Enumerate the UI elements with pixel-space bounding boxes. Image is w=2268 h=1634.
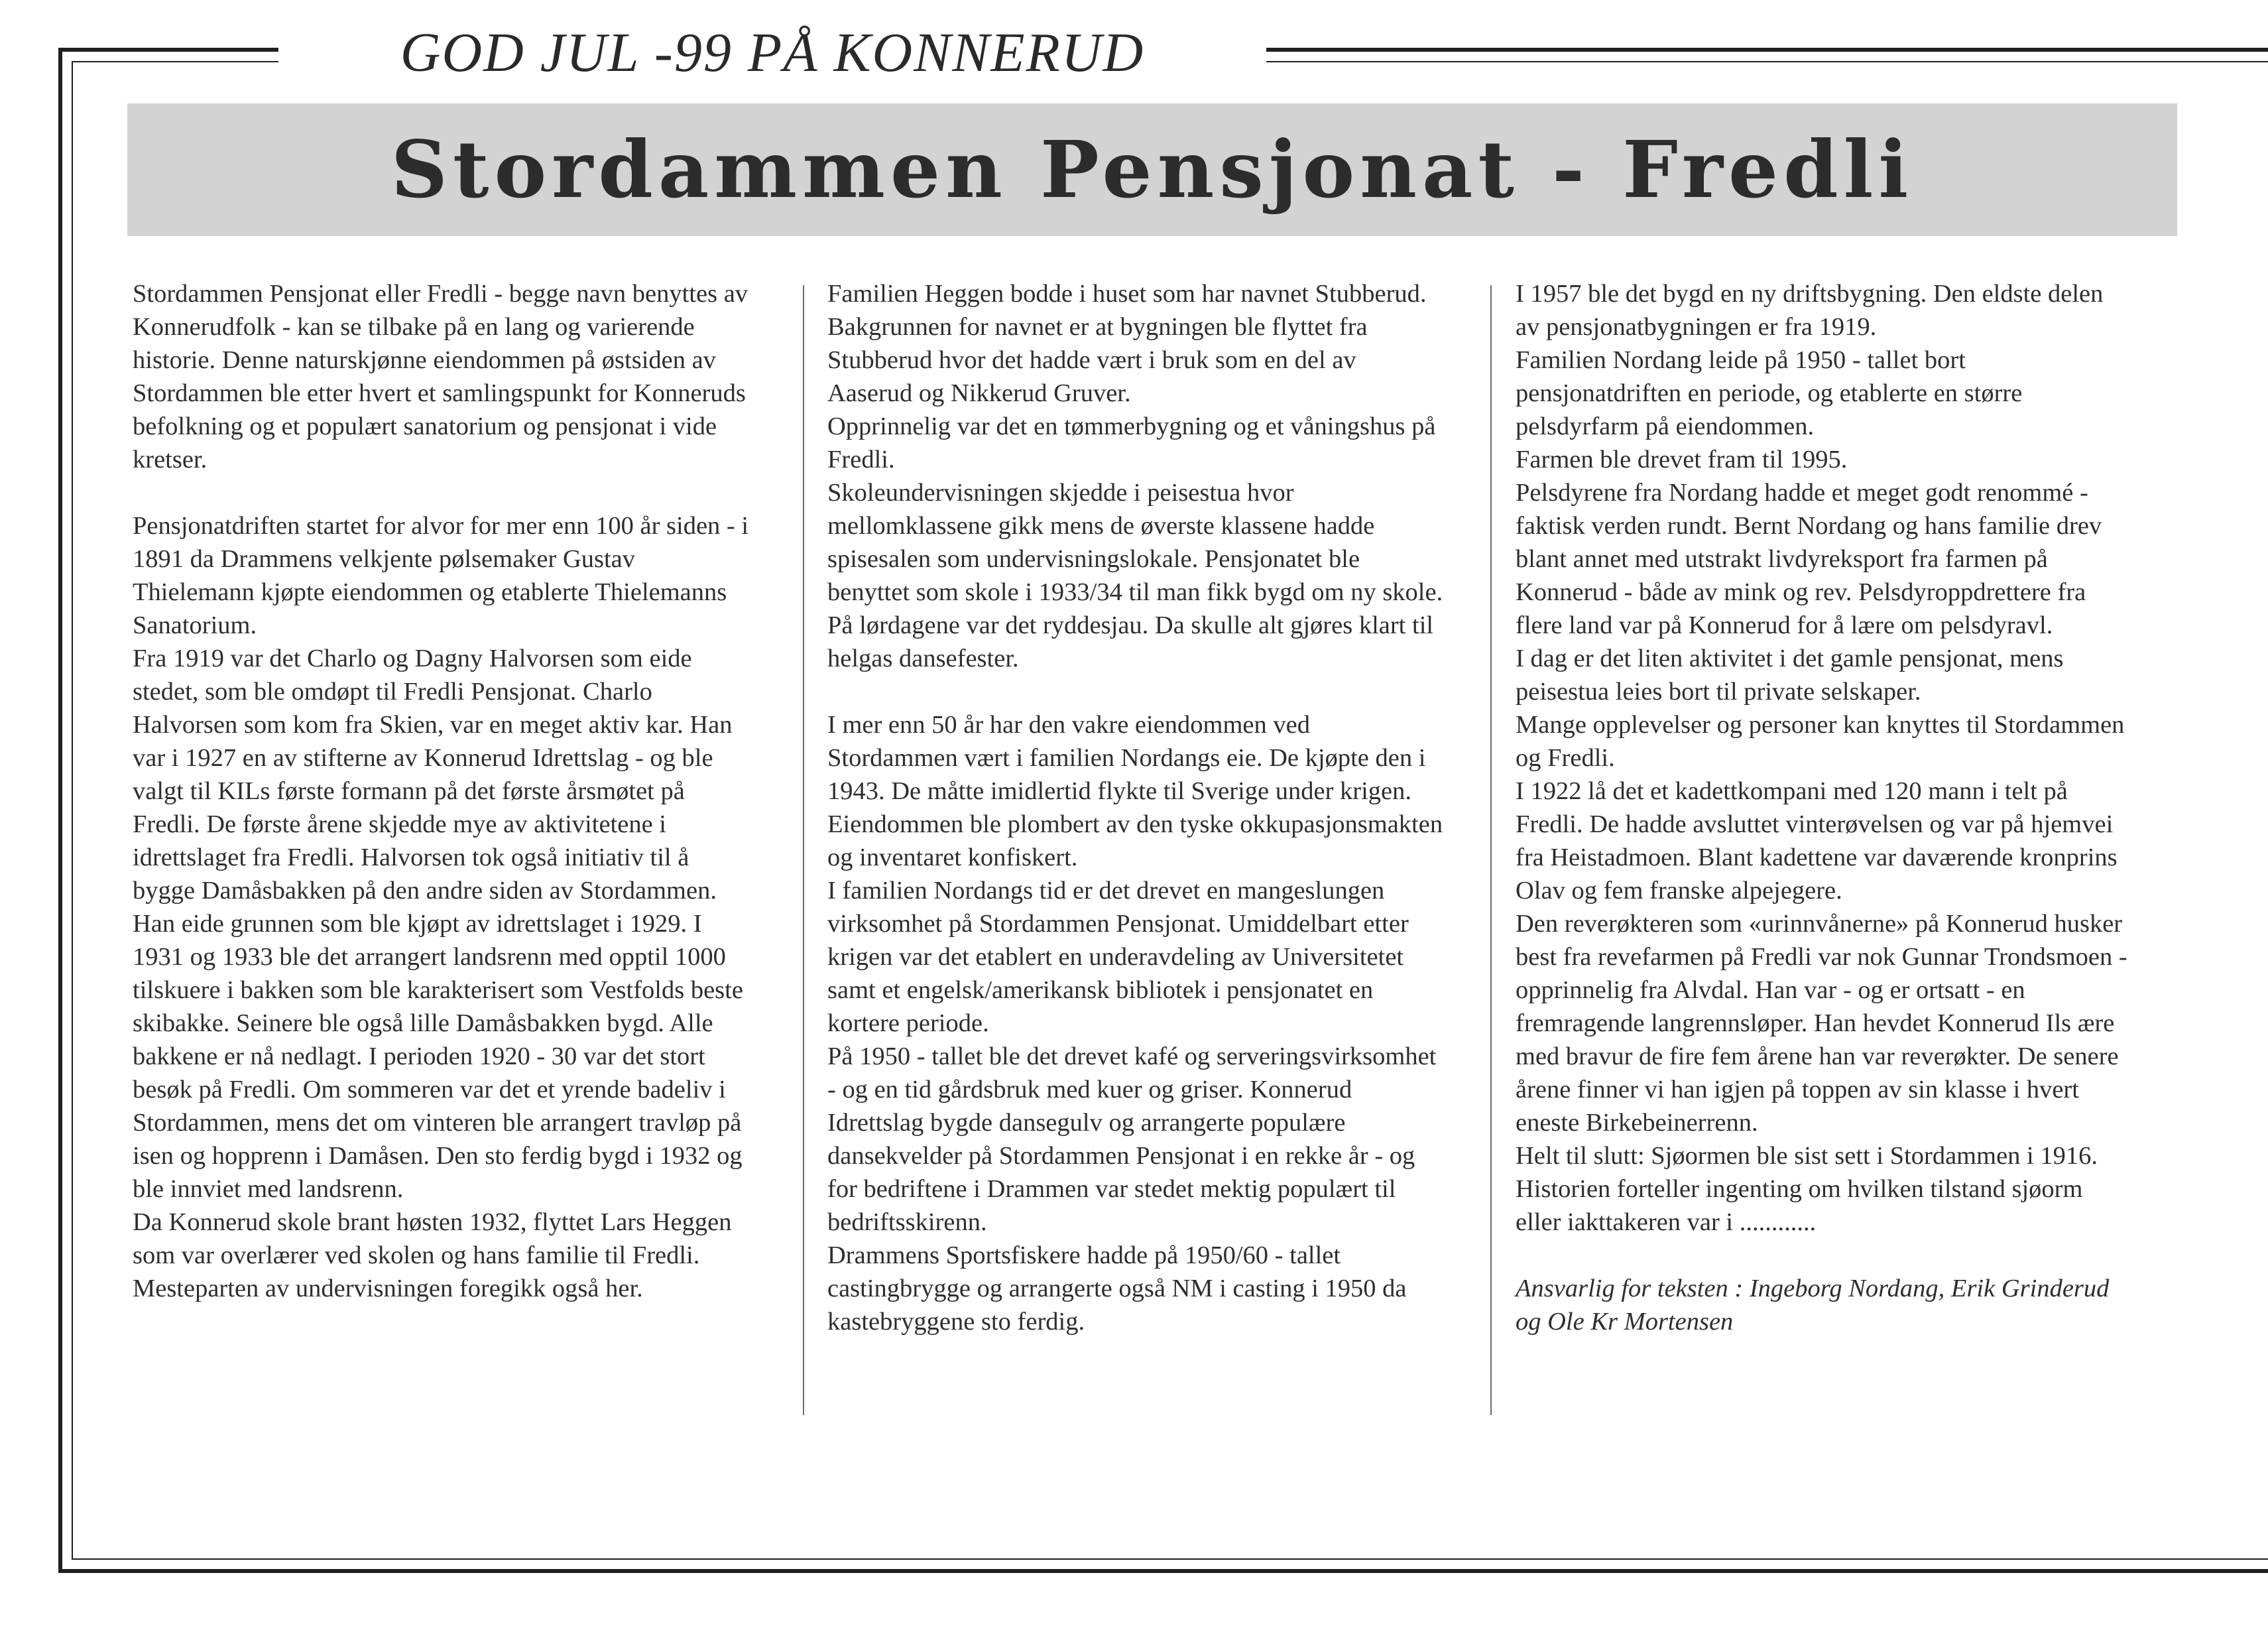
paragraph: Mange opplevelser og personer kan knyttes til Stordammen og Fredli. [1516, 711, 2125, 772]
author-credit: Ansvarlig for teksten : Ingeborg Nordang, Erik Grinderud og Ole Kr Mortensen [1516, 1275, 2110, 1336]
text-column-2 [827, 277, 1444, 1338]
paragraph: Drammens Sportsfiskere hadde på 1950/60 - tallet castingbrygge og arrangerte også NM i casting i 1950 da kastebryggene sto ferdig. [827, 1241, 1407, 1336]
paragraph: I dag er det liten aktivitet i det gamle pensjonat, mens peisestua leies bort til private selskaper. [1516, 645, 2064, 706]
paragraph: Den reverøkteren som «urinnvånerne» på Konnerud husker best fra revefarmen på Fredli var nok Gunnar Trondsmoen - opprinnelig fra Alvdal. Han var - og er ortsatt - en fremragende langrennsløper. Han hevdet Konnerud Ils ære med bravur de fire fem årene han var reverøkter. De senere årene finner vi han igjen på toppen av sin klasse i hvert eneste Birkebeinerrenn. [1516, 910, 2127, 1137]
paragraph: I mer enn 50 år har den vakre eiendommen ved Stordammen vært i familien Nordangs eie. De kjøpte den i 1943. De måtte imidlertid flykte til Sverige under krigen. Eiendommen ble plombert av den tyske okkupasjonsmakten og inventaret konfiskert. [827, 711, 1443, 871]
paragraph: I familien Nordangs tid er det drevet en mangeslungen virksomhet på Stordammen Pensjonat. Umiddelbart etter krigen var det etablert en underavdeling av Universitetet samt et engelsk/amerikansk bibliotek i pensjonatet en kortere periode. [827, 877, 1409, 1037]
paragraph: Da Konnerud skole brant høsten 1932, flyttet Lars Heggen som var overlærer ved skolen og hans familie til Fredli. Mesteparten av undervisningen foregikk også her. [133, 1208, 732, 1302]
paragraph: I 1957 ble det bygd en ny driftsbygning. Den eldste delen av pensjonatbygningen er fra 1919. [1516, 280, 2104, 341]
paragraph: Pensjonatdriften startet for alvor for mer enn 100 år siden - i 1891 da Drammens velkjente pølsemaker Gustav Thielemann kjøpte eiendommen og etablerte Thielemanns Sanatorium. [133, 512, 749, 639]
paragraph: Fra 1919 var det Charlo og Dagny Halvorsen som eide stedet, som ble omdøpt til Fredli Pensjonat. Charlo Halvorsen som kom fra Skien, var en meget aktiv kar. Han var i 1927 en av stifterne av Konnerud Idrettslag - og ble valgt til KILs første formann på det første årsmøtet på Fredli. De første årene skjedde mye av aktivitetene i idrettslaget fra Fredli. Halvorsen tok også initiativ til å bygge Damåsbakken på den andre siden av Stordammen. Han eide grunnen som ble kjøpt av idrettslaget i 1929. I 1931 og 1933 ble det arrangert landsrenn med opptil 1000 tilskuere i bakken som ble karakterisert som Vestfolds beste skibakke. Seinere ble også lille Damåsbakken bygd. Alle bakkene er nå nedlagt. I perioden 1920 - 30 var det stort besøk på Fredli. Om sommeren var det et yrende badeliv i Stordammen, mens det om vinteren ble arrangert travløp på isen og hopprenn i Damåsen. Den sto ferdig bygd i 1932 og ble innviet med landsrenn. [133, 645, 743, 1203]
column-divider [803, 285, 804, 1415]
paragraph: På 1950 - tallet ble det drevet kafé og serveringsvirksomhet - og en tid gårdsbruk med kuer og griser. Konnerud Idrettslag bygde dansegulv og arrangerte populære dansekvelder på Stordammen Pensjonat i en rekke år - og for bedriftene i Drammen var stedet mektig populært til bedriftsskirenn. [827, 1042, 1437, 1236]
paragraph: Helt til slutt: Sjøormen ble sist sett i Stordammen i 1916. Historien forteller ingenting om hvilken tilstand sjøorm eller iakttakeren var i ............ [1516, 1142, 2098, 1236]
paragraph: Stordammen Pensjonat eller Fredli - begge navn benyttes av Konnerudfolk - kan se tilbake på en lang og varierende historie. Denne naturskjønne eiendommen på østsiden av Stordammen ble etter hvert et samlingspunkt for Konneruds befolkning og et populært sanatorium og pensjonat i vide kretser. [133, 280, 748, 473]
column-divider [1490, 285, 1492, 1415]
text-column-3 [1516, 277, 2132, 1338]
paragraph: Familien Nordang leide på 1950 - tallet bort pensjonatdriften en periode, og etablerte en større pelsdyrfarm på eiendommen. [1516, 346, 2023, 440]
paragraph: Farmen ble drevet fram til 1995. [1516, 446, 1848, 473]
paragraph: I 1922 lå det et kadettkompani med 120 mann i telt på Fredli. De hadde avsluttet vinterøvelsen og var på hjemvei fra Heistadmoen. Blant kadettene var daværende kronprins Olav og fem franske alpejegere. [1516, 777, 2118, 905]
paragraph: Familien Heggen bodde i huset som har navnet Stubberud. Bakgrunnen for navnet er at bygningen ble flyttet fra Stubberud hvor det hadde vært i bruk som en del av Aaserud og Nikkerud Gruver. [827, 280, 1427, 407]
article-title: Stordammen Pensjonat - Fredli [390, 123, 1914, 216]
title-band [127, 103, 2177, 236]
page-heading: GOD JUL -99 PÅ KONNERUD [400, 22, 1145, 84]
text-column-1 [133, 277, 749, 1305]
paragraph: Pelsdyrene fra Nordang hadde et meget godt renommé - faktisk verden rundt. Bernt Nordang og hans familie drev blant annet med utstrakt livdyreksport fra farmen på Konnerud - både av mink og rev. Pelsdyroppdrettere fra flere land var på Konnerud for å lære om pelsdyravl. [1516, 479, 2102, 639]
paragraph: Opprinnelig var det en tømmerbygning og et våningshus på Fredli. [827, 412, 1436, 473]
paragraph: Skoleundervisningen skjedde i peisestua hvor mellomklassene gikk mens de øverste klassene hadde spisesalen som undervisningslokale. Pensjonatet ble benyttet som skole i 1933/34 til man fikk bygd om ny skole. På lørdagene var det ryddesjau. Da skulle alt gjøres klart til helgas dansefester. [827, 479, 1443, 672]
